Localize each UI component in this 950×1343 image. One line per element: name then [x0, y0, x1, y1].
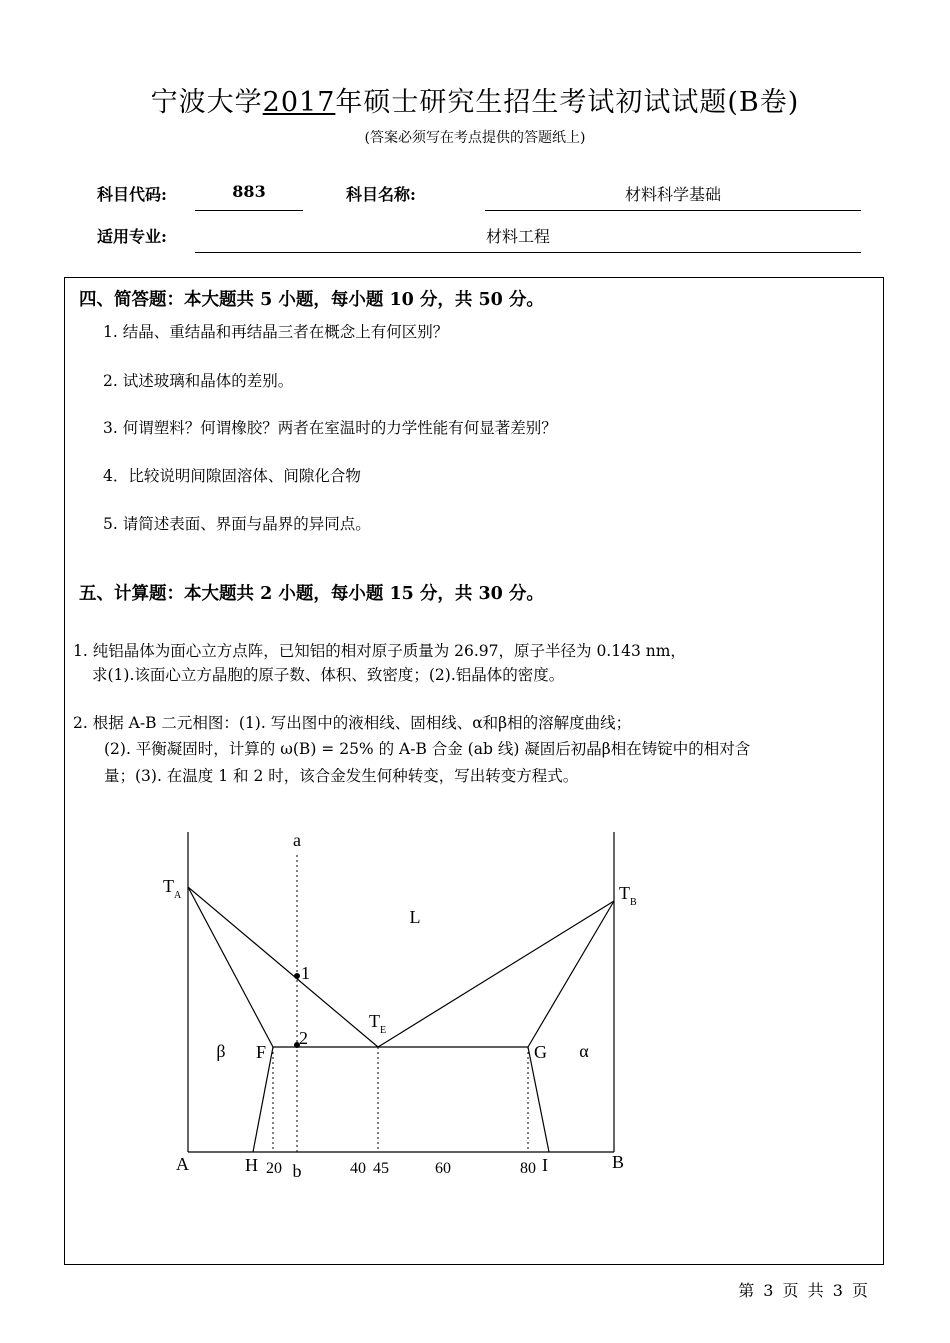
section5-q2-line3: 量；(3). 在温度 1 和 2 时，该合金发生何种转变，写出转变方程式。 [104, 767, 579, 785]
label-A: A [176, 1154, 189, 1174]
subject-name-value: 材料科学基础 [624, 185, 721, 204]
label-TB [619, 883, 637, 908]
major-value-text: 材料工程 [485, 227, 550, 246]
section4-heading: 四、简答题：本大题共 5 小题，每小题 10 分，共 50 分。 [79, 290, 544, 310]
solidus-right [528, 901, 614, 1047]
section4-q5: 5. 请简述表面、界面与晶界的异同点。 [103, 515, 371, 533]
section4-q3: 3. 何谓塑料？何谓橡胶？两者在室温时的力学性能有何显著差别？ [103, 419, 557, 437]
label-TB-sub: B [630, 897, 637, 908]
tick-60: 60 [435, 1160, 451, 1177]
subject-code-value: 883 [232, 182, 266, 201]
section5-q1-line1: 1. 纯铝晶体为面心立方点阵，已知铝的相对原子质量为 26.97，原子半径为 0.143 nm， [73, 642, 686, 660]
point-1 [294, 973, 300, 979]
tick-80: 80 [520, 1160, 536, 1177]
section5-q1-line2: 求(1).该面心立方晶胞的原子数、体积、致密度；(2).铝晶体的密度。 [92, 666, 565, 684]
title-rest: 年硕士研究生招生考试初试试题(B卷) [335, 87, 800, 118]
label-TA-main: T [163, 876, 174, 896]
tick-20: 20 [266, 1160, 282, 1177]
label-L: L [409, 907, 421, 927]
section4-q1: 1. 结晶、重结晶和再结晶三者在概念上有何区别？ [103, 323, 449, 341]
tick-45: 45 [373, 1160, 389, 1177]
tick-40: 40 [350, 1160, 366, 1177]
solidus-left [188, 887, 273, 1047]
label-H: H [245, 1155, 258, 1175]
label-TE [369, 1011, 386, 1036]
label-TB-main: T [619, 883, 630, 903]
title-school: 宁波大学 [150, 87, 263, 118]
label-TE-sub: E [380, 1025, 387, 1036]
solvus-alpha [528, 1047, 549, 1152]
section4-q4: 4．比较说明间隙固溶体、间隙化合物 [103, 467, 361, 485]
label-F: F [256, 1042, 267, 1062]
label-B: B [612, 1152, 625, 1172]
section5-q2-line1: 2. 根据 A-B 二元相图：(1). 写出图中的液相线、固相线、α和β相的溶解度曲线； [73, 714, 632, 732]
label-TE-main: T [369, 1011, 380, 1031]
subject-name-label: 科目名称: [346, 185, 416, 204]
label-point-1: 1 [301, 963, 310, 983]
label-G: G [534, 1042, 547, 1062]
label-b: b [292, 1161, 302, 1181]
label-TA [163, 876, 182, 901]
page-number: 第 3 页 共 3 页 [738, 1281, 870, 1300]
subject-code-label: 科目代码: [97, 185, 167, 204]
major-label: 适用专业: [97, 227, 167, 246]
answer-note: (答案必须写在考点提供的答题纸上) [364, 130, 586, 146]
label-a: a [293, 830, 301, 850]
solvus-beta [253, 1047, 273, 1152]
liquidus-left [188, 887, 378, 1047]
label-TA-sub: A [174, 890, 182, 901]
label-beta: β [216, 1041, 226, 1061]
label-I: I [542, 1155, 548, 1175]
label-alpha: α [579, 1041, 589, 1061]
section4-q2: 2. 试述玻璃和晶体的差别。 [103, 372, 294, 390]
label-point-2: 2 [299, 1028, 308, 1048]
section5-q2-line2: (2). 平衡凝固时，计算的 ω(B) = 25% 的 A-B 合金 (ab 线) 凝固后初晶β相在铸锭中的相对含 [104, 740, 751, 758]
title-year: 2017 [262, 87, 336, 118]
section5-heading: 五、计算题：本大题共 2 小题，每小题 15 分，共 30 分。 [79, 584, 544, 604]
